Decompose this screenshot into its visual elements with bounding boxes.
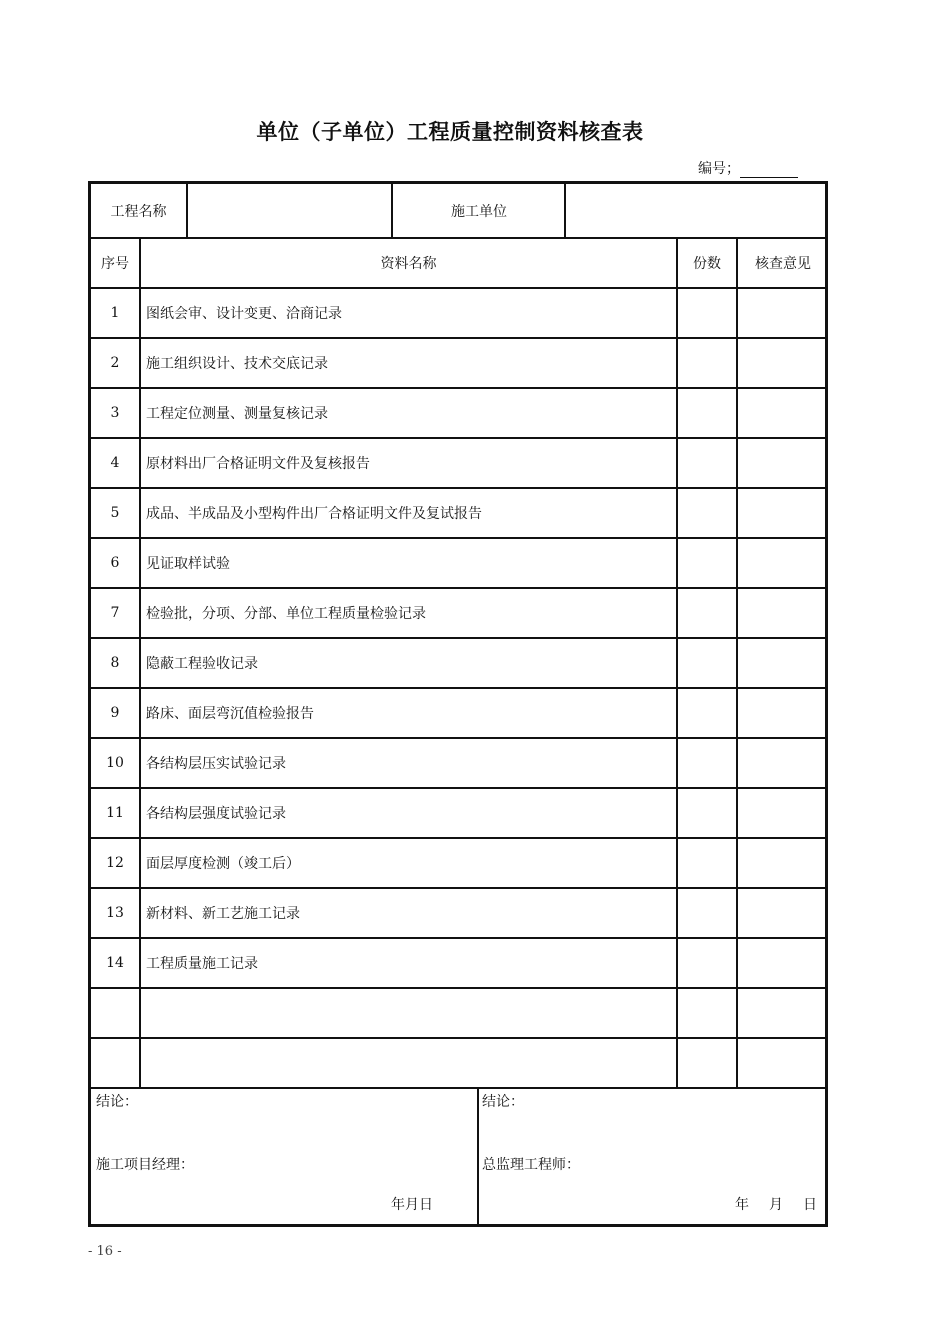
row-copies-cell[interactable]	[678, 889, 736, 937]
row-copies-cell[interactable]	[678, 689, 736, 737]
row-copies-cell[interactable]	[678, 289, 736, 337]
row-divider	[91, 787, 825, 789]
row-divider	[91, 437, 825, 439]
row-copies-cell[interactable]	[678, 439, 736, 487]
row-document-name: 面层厚度检测（竣工后）	[146, 856, 300, 872]
row-opinion-cell[interactable]	[738, 739, 825, 787]
construction-unit-field[interactable]	[567, 184, 825, 237]
row-document-name: 工程定位测量、测量复核记录	[146, 406, 328, 422]
row-document-name: 见证取样试验	[146, 556, 230, 572]
row-copies-cell[interactable]	[678, 739, 736, 787]
project-name-label: 工程名称	[110, 203, 167, 220]
chief-supervisor-label: 总监理工程师：	[482, 1157, 580, 1173]
col-divider	[391, 184, 393, 237]
supervisor-date-month: 月	[769, 1197, 783, 1213]
row-copies-cell[interactable]	[678, 339, 736, 387]
project-name-field[interactable]	[188, 184, 392, 237]
col-divider	[139, 237, 141, 1087]
contractor-conclusion-label: 结论：	[96, 1094, 138, 1110]
row-document-name	[146, 989, 671, 1037]
row-divider	[91, 537, 825, 539]
row-seq: 9	[110, 705, 120, 721]
project-manager-label: 施工项目经理：	[96, 1157, 194, 1173]
row-seq: 5	[110, 505, 120, 521]
row-opinion-cell[interactable]	[738, 989, 825, 1037]
row-seq: 10	[106, 755, 124, 771]
row-copies-cell[interactable]	[678, 389, 736, 437]
row-seq: 12	[106, 855, 124, 871]
row-divider	[91, 637, 825, 639]
row-copies-cell[interactable]	[678, 989, 736, 1037]
row-copies-cell[interactable]	[678, 639, 736, 687]
row-divider	[91, 987, 825, 989]
col-divider	[736, 237, 738, 1087]
document-number-field[interactable]	[740, 163, 798, 178]
row-divider	[91, 887, 825, 889]
row-copies-cell[interactable]	[678, 589, 736, 637]
row-seq: 3	[110, 405, 120, 421]
row-seq	[91, 1039, 139, 1087]
row-divider	[91, 1087, 825, 1089]
row-opinion-cell[interactable]	[738, 639, 825, 687]
col-divider	[564, 184, 566, 237]
row-document-name: 工程质量施工记录	[146, 956, 258, 972]
row-opinion-cell[interactable]	[738, 839, 825, 887]
row-seq: 7	[110, 605, 120, 621]
row-document-name: 各结构层压实试验记录	[146, 756, 286, 772]
row-document-name: 新材料、新工艺施工记录	[146, 906, 300, 922]
row-opinion-cell[interactable]	[738, 789, 825, 837]
row-opinion-cell[interactable]	[738, 339, 825, 387]
row-seq: 14	[106, 955, 124, 971]
row-divider	[91, 937, 825, 939]
row-divider	[91, 687, 825, 689]
page-title: 单位（子单位）工程质量控制资料核查表	[256, 120, 644, 144]
column-header-opinion: 核查意见	[755, 256, 811, 272]
row-copies-cell[interactable]	[678, 839, 736, 887]
row-seq: 6	[110, 555, 120, 571]
row-divider	[91, 737, 825, 739]
col-divider	[186, 184, 188, 237]
row-opinion-cell[interactable]	[738, 939, 825, 987]
row-divider	[91, 387, 825, 389]
column-header-copies: 份数	[693, 256, 721, 272]
row-divider	[91, 337, 825, 339]
row-document-name: 各结构层强度试验记录	[146, 806, 286, 822]
supervisor-conclusion-label: 结论：	[482, 1094, 524, 1110]
row-opinion-cell[interactable]	[738, 389, 825, 437]
row-seq: 2	[110, 355, 120, 371]
document-number	[698, 158, 798, 178]
row-copies-cell[interactable]	[678, 1039, 736, 1087]
row-opinion-cell[interactable]	[738, 439, 825, 487]
row-document-name: 路床、面层弯沉值检验报告	[146, 706, 314, 722]
row-opinion-cell[interactable]	[738, 889, 825, 937]
row-copies-cell[interactable]	[678, 489, 736, 537]
row-copies-cell[interactable]	[678, 789, 736, 837]
contractor-date-label: 年月日	[391, 1197, 433, 1213]
row-document-name: 隐蔽工程验收记录	[146, 656, 258, 672]
row-copies-cell[interactable]	[678, 939, 736, 987]
page-number: - 16 -	[88, 1244, 122, 1259]
row-divider	[91, 1037, 825, 1039]
header-divider	[91, 237, 825, 239]
column-header-seq: 序号	[101, 256, 129, 272]
construction-unit-label: 施工单位	[451, 203, 507, 220]
column-header-name: 资料名称	[380, 256, 437, 272]
row-seq: 4	[110, 455, 120, 471]
supervisor-date-year: 年	[735, 1197, 749, 1213]
row-seq: 11	[106, 805, 124, 821]
col-divider	[676, 237, 678, 1087]
row-seq: 13	[106, 905, 124, 921]
row-divider	[91, 587, 825, 589]
row-divider	[91, 837, 825, 839]
row-opinion-cell[interactable]	[738, 689, 825, 737]
row-document-name: 施工组织设计、技术交底记录	[146, 356, 328, 372]
row-document-name	[146, 1039, 671, 1087]
row-seq: 8	[110, 655, 120, 671]
row-opinion-cell[interactable]	[738, 539, 825, 587]
row-opinion-cell[interactable]	[738, 1039, 825, 1087]
row-opinion-cell[interactable]	[738, 489, 825, 537]
row-seq	[91, 989, 139, 1037]
row-opinion-cell[interactable]	[738, 289, 825, 337]
inspection-table	[88, 181, 828, 1227]
row-document-name: 检验批，分项、分部、单位工程质量检验记录	[146, 606, 426, 622]
footer-divider	[477, 1087, 479, 1224]
row-document-name: 原材料出厂合格证明文件及复核报告	[146, 456, 370, 472]
row-divider	[91, 487, 825, 489]
row-seq: 1	[110, 305, 120, 321]
row-divider	[91, 287, 825, 289]
row-document-name: 成品、半成品及小型构件出厂合格证明文件及复试报告	[146, 506, 482, 522]
row-copies-cell[interactable]	[678, 539, 736, 587]
document-number-label: 编号；	[698, 161, 740, 177]
row-opinion-cell[interactable]	[738, 589, 825, 637]
row-document-name: 图纸会审、设计变更、洽商记录	[146, 306, 342, 322]
supervisor-date-day: 日	[803, 1197, 817, 1213]
